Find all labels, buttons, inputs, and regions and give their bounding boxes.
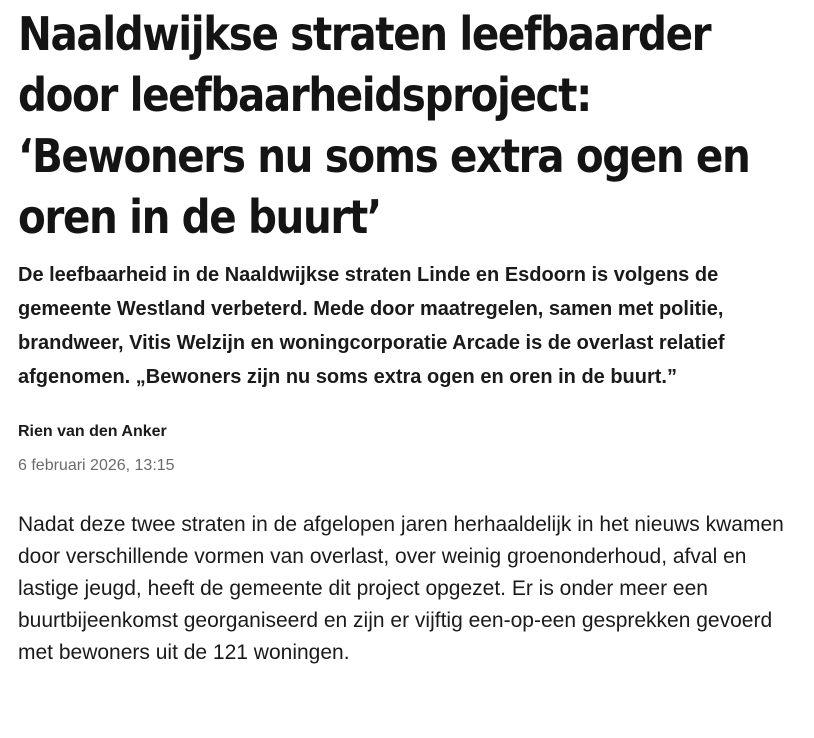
news-article <box>18 0 808 669</box>
article-headline: Naaldwijkse straten leefbaarder door leefbaarheidsproject: ‘Bewoners nu soms extra ogen en oren in de buurt’ <box>18 7 750 244</box>
article-intro: De leefbaarheid in de Naaldwijkse straten Linde en Esdoorn is volgens de gemeente Westland verbeterd. Mede door maatregelen, samen met politie, brandweer, Vitis Welzijn en woningcorporatie Arcade is de overlast relatief afgenomen. „Bewoners zijn nu soms extra ogen en oren in de buurt.” <box>18 264 725 388</box>
publish-date: 6 februari 2026, 13:15 <box>18 457 175 474</box>
author-name[interactable]: Rien van den Anker <box>18 423 167 440</box>
byline <box>18 422 808 476</box>
article-body-paragraph: Nadat deze twee straten in de afgelopen jaren herhaaldelijk in het nieuws kwamen door verschillende vormen van overlast, over weinig groenonderhoud, afval en lastige jeugd, heeft de gemeente dit project opgezet. Er is onder meer een buurtbijeenkomst georganiseerd en zijn er vijftig een-op-een gesprekken gevoerd met bewoners uit de 121 woningen. <box>18 513 784 664</box>
